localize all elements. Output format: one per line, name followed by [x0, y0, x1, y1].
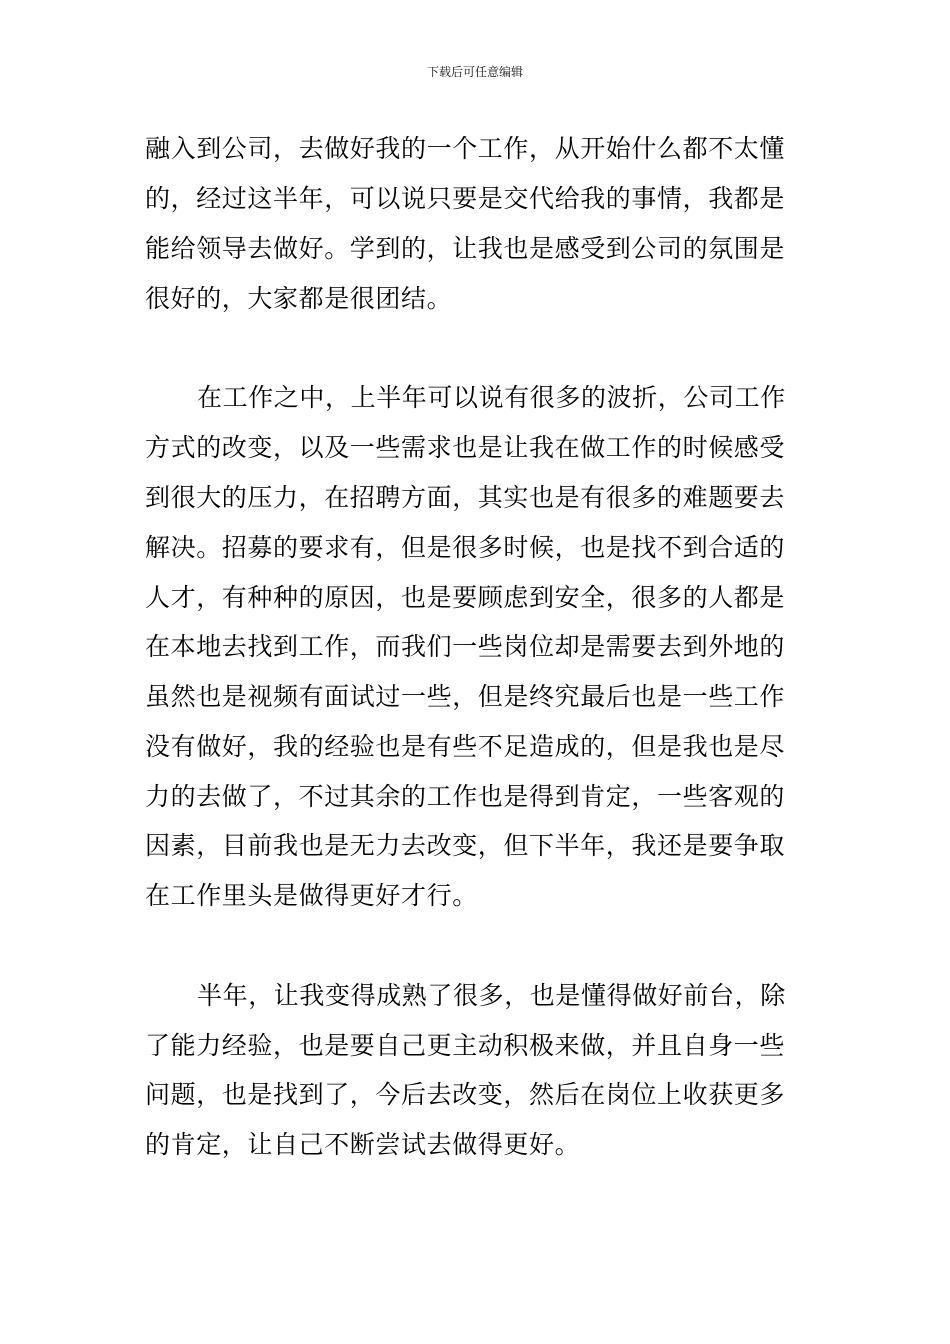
- text-line: 虽然也是视频有面试过一些，但是终究最后也是一些工作: [145, 682, 786, 711]
- text-line: 解决。招募的要求有，但是很多时候，也是找不到合适的: [145, 533, 786, 562]
- text-line: 能给领导去做好。学到的，让我也是感受到公司的氛围是: [145, 234, 786, 263]
- text-line: 力的去做了，不过其余的工作也是得到肯定，一些客观的: [145, 782, 786, 811]
- text-line: 在工作里头是做得更好才行。: [145, 881, 478, 910]
- text-line: 方式的改变，以及一些需求也是让我在做工作的时候感受: [145, 433, 786, 462]
- text-line: 人才，有种种的原因，也是要顾虑到安全，很多的人都是: [145, 583, 786, 612]
- text-line: 在工作之中，上半年可以说有很多的波折，公司工作: [197, 383, 786, 412]
- text-line: 的肯定，让自己不断尝试去做得更好。: [145, 1130, 581, 1159]
- text-line: 半年，让我变得成熟了很多，也是懂得做好前台，除: [197, 981, 786, 1010]
- text-line: 很好的，大家都是很团结。: [145, 284, 453, 313]
- text-line: 的，经过这半年，可以说只要是交代给我的事情，我都是: [145, 184, 786, 213]
- text-line: 到很大的压力，在招聘方面，其实也是有很多的难题要去: [145, 483, 786, 512]
- page-header: 下载后可任意编辑: [426, 65, 523, 79]
- text-line: 在本地去找到工作，而我们一些岗位却是需要去到外地的: [145, 632, 786, 661]
- text-line: 问题，也是找到了，今后去改变，然后在岗位上收获更多: [145, 1080, 786, 1109]
- text-line: 没有做好，我的经验也是有些不足造成的，但是我也是尽: [145, 732, 786, 761]
- text-line: 融入到公司，去做好我的一个工作，从开始什么都不太懂: [145, 134, 786, 163]
- text-line: 了能力经验，也是要自己更主动积极来做，并且自身一些: [145, 1031, 786, 1060]
- text-line: 因素，目前我也是无力去改变，但下半年，我还是要争取: [145, 831, 786, 860]
